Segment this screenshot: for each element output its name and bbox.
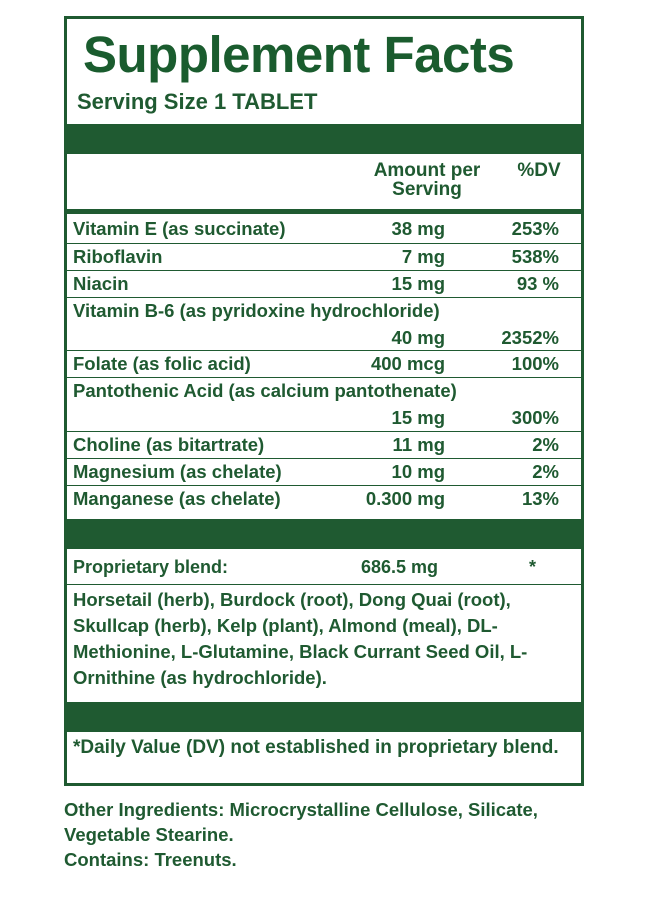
nutrient-amount: 7 mg bbox=[401, 246, 445, 267]
nutrient-dv: 13% bbox=[521, 488, 559, 509]
proprietary-blend-row bbox=[67, 553, 581, 583]
other-ingredients: Other Ingredients: Microcrystalline Cellulose, Silicate, Vegetable Stearine. bbox=[64, 799, 538, 845]
blend-label: Proprietary blend: bbox=[73, 557, 229, 577]
blend-amount: 686.5 mg bbox=[361, 557, 439, 577]
blend-divider-bar bbox=[67, 519, 581, 549]
nutrient-amount: 15 mg bbox=[391, 273, 445, 294]
nutrient-dv: 538% bbox=[511, 246, 559, 267]
row-rule bbox=[67, 297, 581, 298]
nutrient-amount: 11 mg bbox=[392, 434, 445, 455]
nutrient-dv: 2% bbox=[532, 434, 559, 455]
allergen-contains: Contains: Treenuts. bbox=[64, 849, 237, 870]
nutrient-amount: 38 mg bbox=[391, 218, 445, 239]
nutrient-amount: 40 mg bbox=[391, 327, 445, 348]
nutrient-name: Niacin bbox=[73, 273, 129, 294]
row-rule bbox=[67, 458, 581, 459]
row-rule bbox=[67, 270, 581, 271]
nutrient-dv: 93 % bbox=[516, 273, 559, 294]
supplement-facts-panel bbox=[64, 16, 584, 786]
daily-value-header: %DV bbox=[517, 160, 561, 181]
nutrient-name: Vitamin E (as succinate) bbox=[73, 218, 286, 239]
nutrient-dv: 100% bbox=[511, 353, 559, 374]
nutrient-name: Choline (as bitartrate) bbox=[73, 434, 265, 455]
row-rule bbox=[67, 431, 581, 432]
nutrient-amount: 10 mg bbox=[391, 461, 445, 482]
nutrient-name: Riboflavin bbox=[73, 246, 163, 267]
row-rule bbox=[67, 584, 581, 585]
nutrient-dv: 2352% bbox=[501, 327, 559, 348]
panel-title: Supplement Facts bbox=[83, 26, 515, 83]
nutrient-amount: 0.300 mg bbox=[365, 488, 445, 509]
nutrient-name: Magnesium (as chelate) bbox=[73, 461, 282, 482]
row-rule bbox=[67, 350, 581, 351]
amount-per-serving-header: Amount per Serving bbox=[373, 160, 481, 200]
nutrient-name: Pantothenic Acid (as calcium pantothenate) bbox=[73, 380, 457, 401]
nutrient-amount: 15 mg bbox=[391, 407, 445, 428]
row-rule bbox=[67, 377, 581, 378]
nutrient-dv: 253% bbox=[511, 218, 559, 239]
nutrient-name: Folate (as folic acid) bbox=[73, 353, 251, 374]
blend-ingredients: Horsetail (herb), Burdock (root), Dong Quai (root), Skullcap (herb), Kelp (plant), Almond (meal), DL-Methionine, L-Glutamine, Black Currant Seed Oil, L-Ornithine (as hydrochloride). bbox=[73, 589, 528, 688]
footnote-divider-bar bbox=[67, 702, 581, 732]
row-rule bbox=[67, 485, 581, 486]
header-divider-bar bbox=[67, 124, 581, 154]
daily-value-footnote: *Daily Value (DV) not established in proprietary blend. bbox=[73, 737, 559, 758]
nutrient-amount: 400 mcg bbox=[370, 353, 445, 374]
other-ingredients-block bbox=[64, 797, 624, 872]
nutrient-name: Vitamin B-6 (as pyridoxine hydrochloride) bbox=[73, 300, 440, 321]
row-rule bbox=[67, 243, 581, 244]
serving-size: Serving Size 1 TABLET bbox=[77, 89, 318, 114]
header-rule bbox=[67, 209, 581, 214]
nutrient-dv: 300% bbox=[511, 407, 559, 428]
nutrient-name: Manganese (as chelate) bbox=[73, 488, 281, 509]
nutrient-dv: 2% bbox=[532, 461, 559, 482]
blend-dv: * bbox=[528, 557, 536, 577]
